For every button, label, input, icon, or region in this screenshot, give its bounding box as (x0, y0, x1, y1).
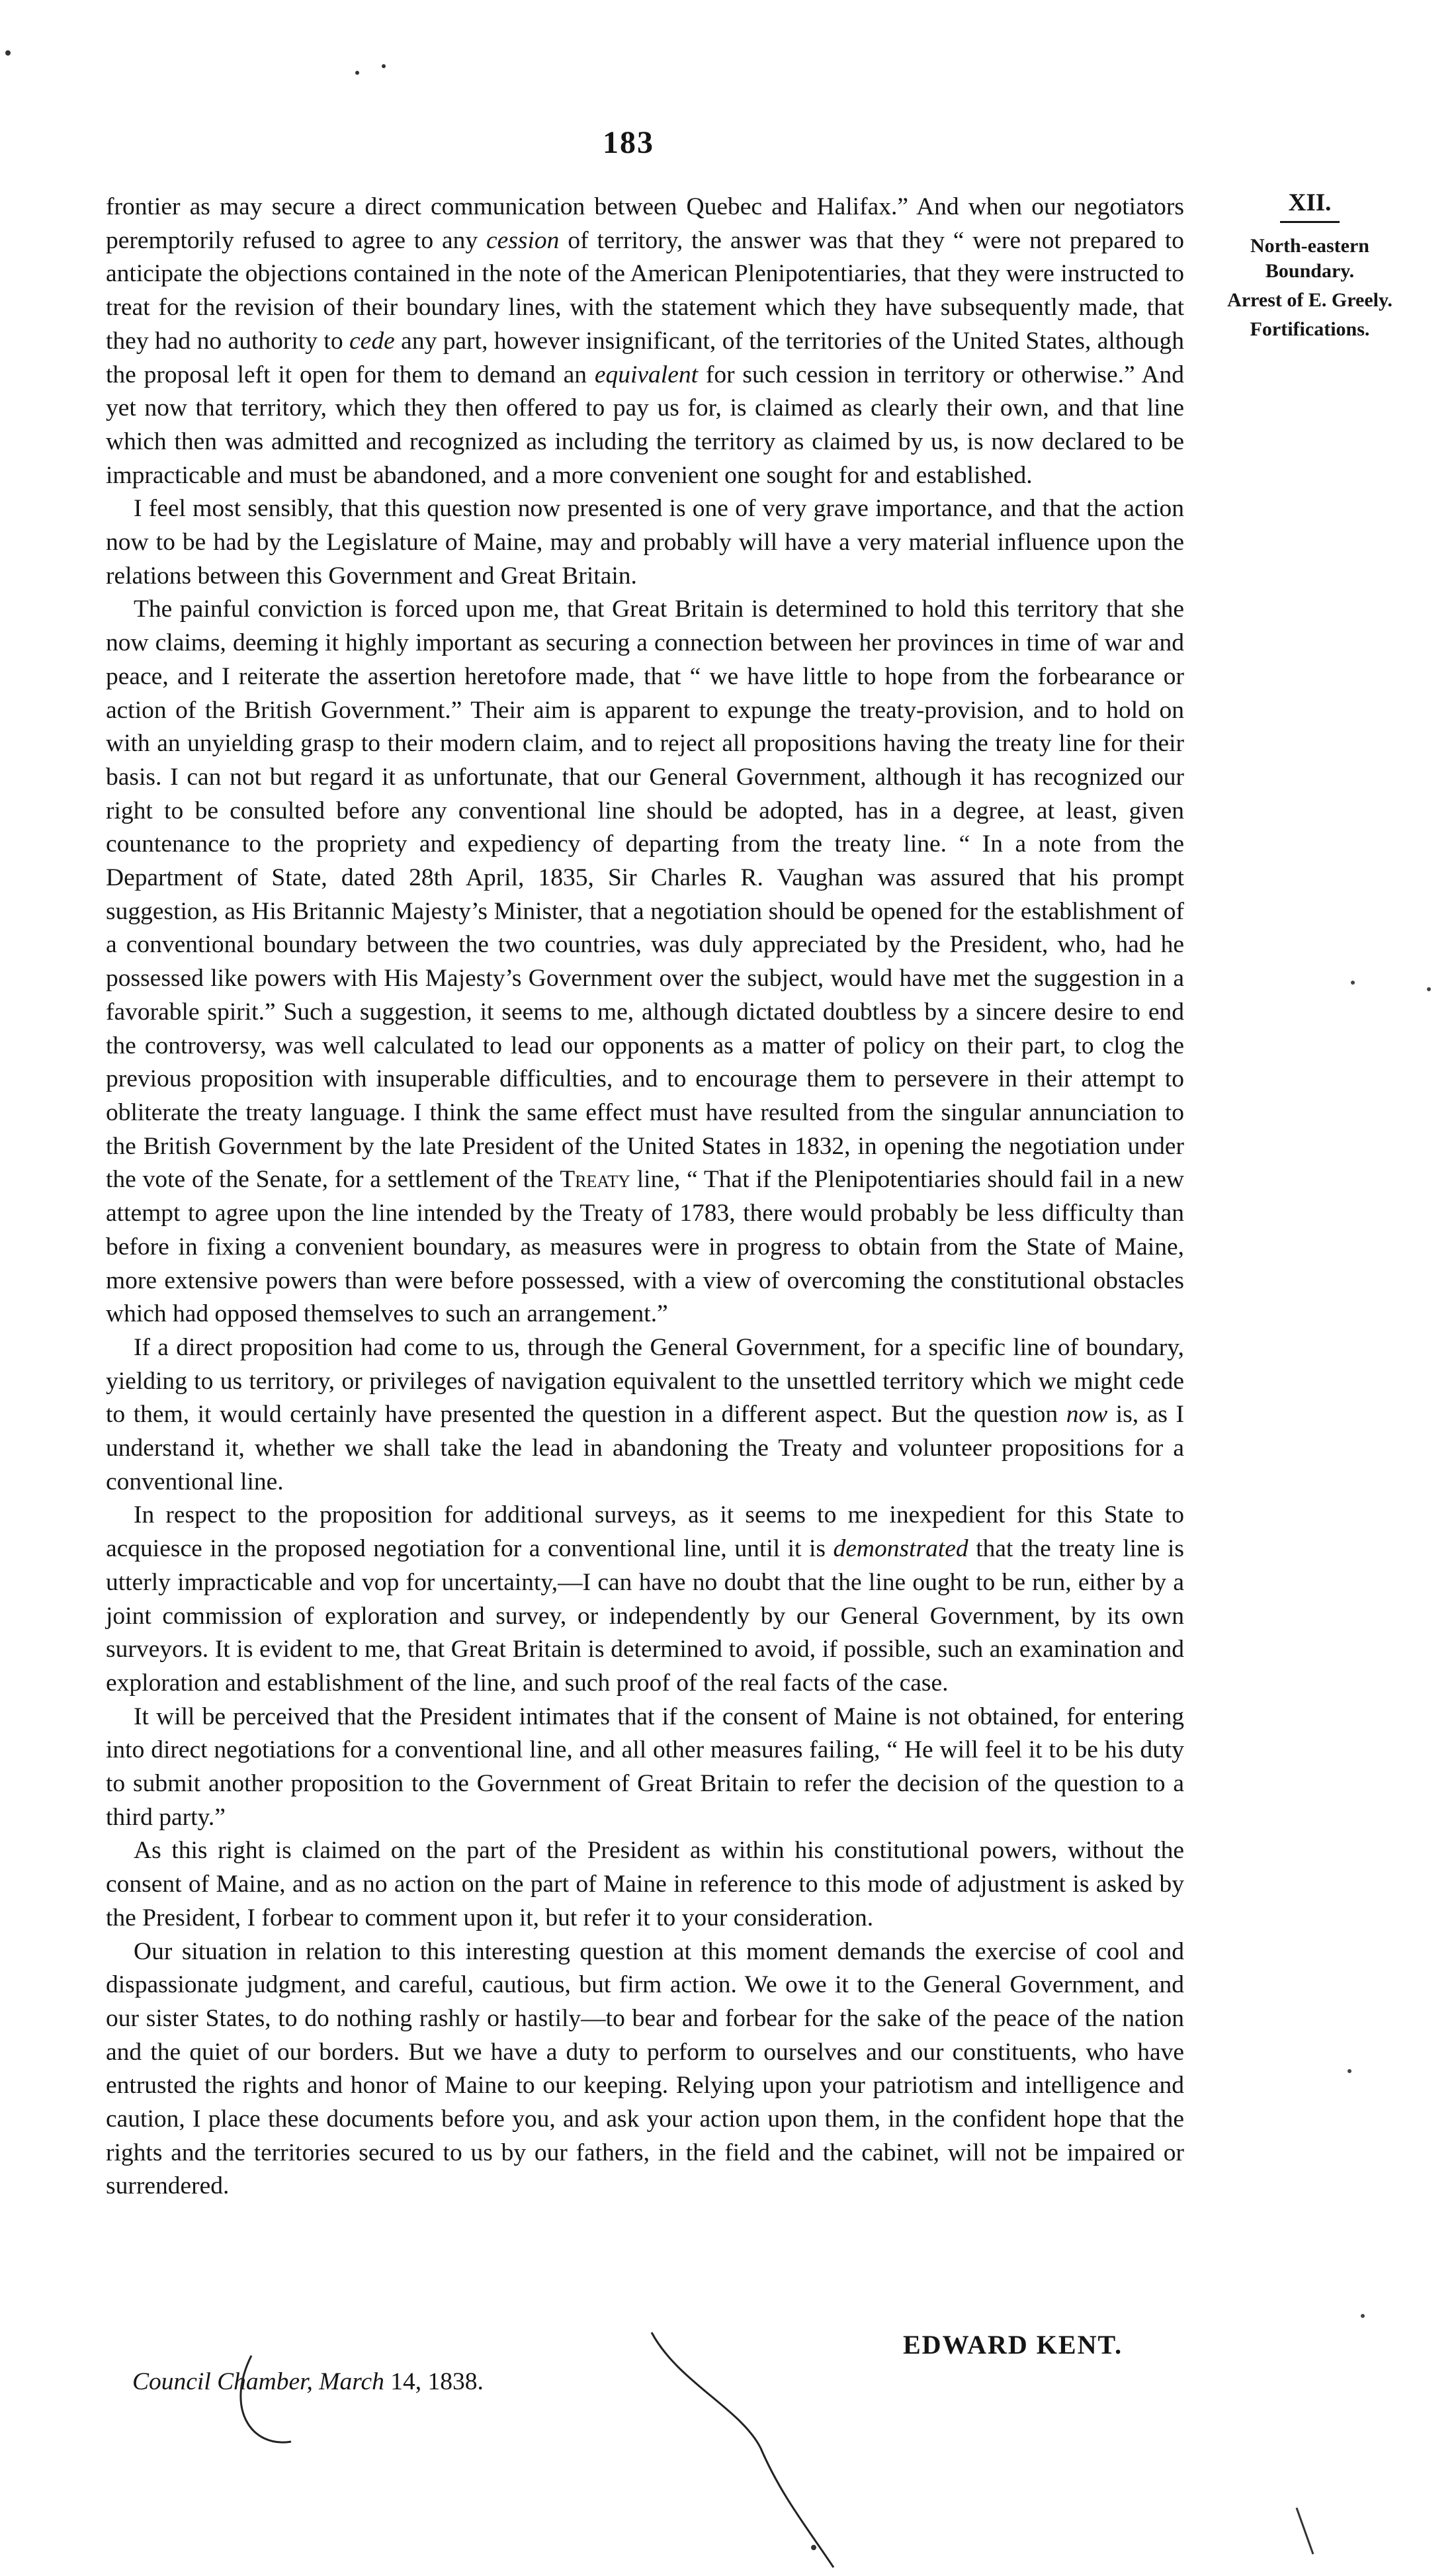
text-run: of territory, the answer was that they “ were not prepared to anticipate the objections contained in the note of the American Plenipotentiaries, that they were instructed to treat for the revision of their boundary lines, with the statement which they have subsequently made, that they had no authority to (106, 226, 1185, 355)
paragraph (106, 1499, 1184, 1700)
text-run: If a direct proposition had come to us, through the General Government, for a specific line of boundary, yielding to us territory, or privileges of navigation equivalent to the unsettled territory which we might cede to them, it would certainly have presented the question in a different aspect. But the question (106, 1333, 1184, 1429)
ink-speck (1348, 2069, 1351, 2073)
margin-note-boundary: North-eastern Boundary. (1250, 235, 1369, 282)
page-number: 183 (603, 125, 654, 160)
text-run: frontier as may secure a direct communication between Quebec and Halifax.” And when our negotiators peremptorily refused to agree to any (106, 193, 1184, 254)
italic-run: cede (349, 327, 395, 355)
text-run: that the treaty line is utterly impracticable and vop for uncertainty,—I can have no doubt that the line ought to be run, either by a joint commission of exploration and survey, or independently by our General Government, by its own surveyors. It is evident to me, that Great Britain is determined to avoid, if possible, such an examination and exploration and establishment of the line, and such proof of the real facts of the case. (106, 1535, 1184, 1697)
paragraph: Our situation in relation to this interesting question at this moment demands the exercise of cool and dispassionate judgment, and careful, cautious, but firm action. We owe it to the General Government, and our sister States, to do nothing rashly or hastily—to bear and forbear for the sake of the peace of the nation and the quiet of our borders. But we have a duty to perform to ourselves and our constituents, who have entrusted the rights and honor of Maine to our keeping. Relying upon your patriotism and intelligence and caution, I place these documents before you, and ask your action upon them, in the confident hope that the rights and the territories secured to us by our fathers, in the field and the cabinet, will not be impaired or surrendered. (106, 1937, 1184, 2200)
paragraph (106, 1331, 1184, 1499)
margin-divider (1280, 221, 1340, 223)
main-text (106, 191, 1184, 2203)
paragraph: As this right is claimed on the part of the President as within his constitutional powers, without the consent of Maine, and as no action on the part of Maine in reference to this mode of adjustment is asked by the President, I forbear to comment upon it, but refer it to your consideration. (106, 1837, 1184, 1931)
margin-note-arrest: Arrest of E. Greely. (1227, 289, 1392, 311)
small-caps-run: Treaty (560, 1166, 630, 1194)
margin-notes (1211, 191, 1409, 346)
ink-speck (1427, 987, 1431, 991)
italic-run: now (1066, 1401, 1108, 1429)
text-run: The painful conviction is forced upon me, that Great Britain is determined to hold this territory that she now claims, deeming it highly important as securing a connection between her provinces in time of war and peace, and I reiterate the assertion heretofore made, that “ we have little to hope from the forbearance or action of the British Government.” Their aim is apparent to expunge the treaty-provision, and to hold on with an unyielding grasp to their modern claim, and to reject all propositions having the treaty line for their basis. I can not but regard it as unfortunate, that our General Government, although it has recognized our right to be consulted before any conventional line should be adopted, has in a degree, at least, given countenance to the propriety and expediency of departing from the treaty line. “ In a note from the Department of State, dated 28th April, 1835, Sir Charles R. Vaughan was assured that his prompt suggestion, as His Britannic Majesty’s Minister, that a negotiation should be opened for the establishment of a conventional boundary between the two countries, was duly appreciated by the President, who, had he possessed like powers with His Majesty’s Government over the subject, would have met the suggestion in a favorable spirit.” Such a suggestion, it seems to me, although dictated doubtless by a sincere desire to end the controversy, was well calculated to lead our opponents as a matter of policy on their part, to clog the previous proposition with insuperable difficulties, and to encourage them to persevere in their attempt to obliterate the treaty language. I think the same effect must have resulted from the singular annunciation to the British Government by the late President of the United States in 1832, in opening the negotiation under the vote of the Senate, for a settlement of the (106, 596, 1184, 1194)
ink-speck (1351, 981, 1355, 985)
text-run: is, as I understand it, whether we shall take the lead in abandoning the Treaty and volunteer propositions for a conventional line. (106, 1401, 1184, 1495)
italic-run: demonstrated (833, 1535, 968, 1563)
dateline-date: 14, 1838. (390, 2368, 484, 2395)
text-run: line, “ That if the Plenipotentiaries should fail in a new attempt to agree upon the line intended by the Treaty of 1783, there would probably be less difficulty than before in fixing a convenient boundary, as measures were in progress to obtain from the State of Maine, more extensive powers than were before possessed, with a view of overcoming the constitutional obstacles which had opposed themselves to such an arrangement.” (106, 1166, 1184, 1328)
dateline-month: March (319, 2368, 384, 2395)
paragraph: I feel most sensibly, that this question now presented is one of very grave importance, and that the action now to be had by the Legislature of Maine, may and probably will have a very material influence upon the relations between this Government and Great Britain. (106, 495, 1184, 590)
italic-run: equivalent (594, 361, 699, 388)
ink-stroke (1297, 2508, 1313, 2554)
ink-speck (355, 71, 359, 75)
margin-note-fortifications: Fortifications. (1250, 318, 1370, 340)
ink-speck (5, 50, 11, 56)
dateline (132, 2368, 484, 2396)
ink-speck (382, 64, 386, 68)
margin-section-number: XII. (1288, 189, 1332, 216)
text-run: In respect to the proposition for additional surveys, as it seems to me inexpedient for this State to acquiesce in the proposed negotiation for a conventional line, until it is (106, 1501, 1184, 1563)
italic-run: cession (486, 226, 560, 254)
paragraph: It will be perceived that the President intimates that if the consent of Maine is not obtained, for entering into direct negotiations for a conventional line, and all other measures failing, “ He will feel it to be his duty to submit another proposition to the Government of Great Britain to refer the decision of the question to a third party.” (106, 1703, 1184, 1831)
dateline-place: Council Chamber, (132, 2368, 313, 2395)
signature: EDWARD KENT. (903, 2330, 1123, 2360)
ink-stroke (652, 2332, 834, 2567)
paragraph (106, 191, 1184, 492)
ink-speck (1361, 2314, 1365, 2318)
text-run: any part, however insignificant, of the territories of the United States, although the proposal left it open for them to demand an (106, 327, 1185, 388)
ink-speck (811, 2545, 816, 2550)
paragraph (106, 593, 1184, 1331)
text-run: for such cession in territory or otherwise.” And yet now that territory, which they then offered to pay us for, is claimed as clearly their own, and that line which then was admitted and recognized as including the territory as claimed by us, is now declared to be impracticable and must be abandoned, and a more convenient one sought for and established. (106, 361, 1184, 489)
